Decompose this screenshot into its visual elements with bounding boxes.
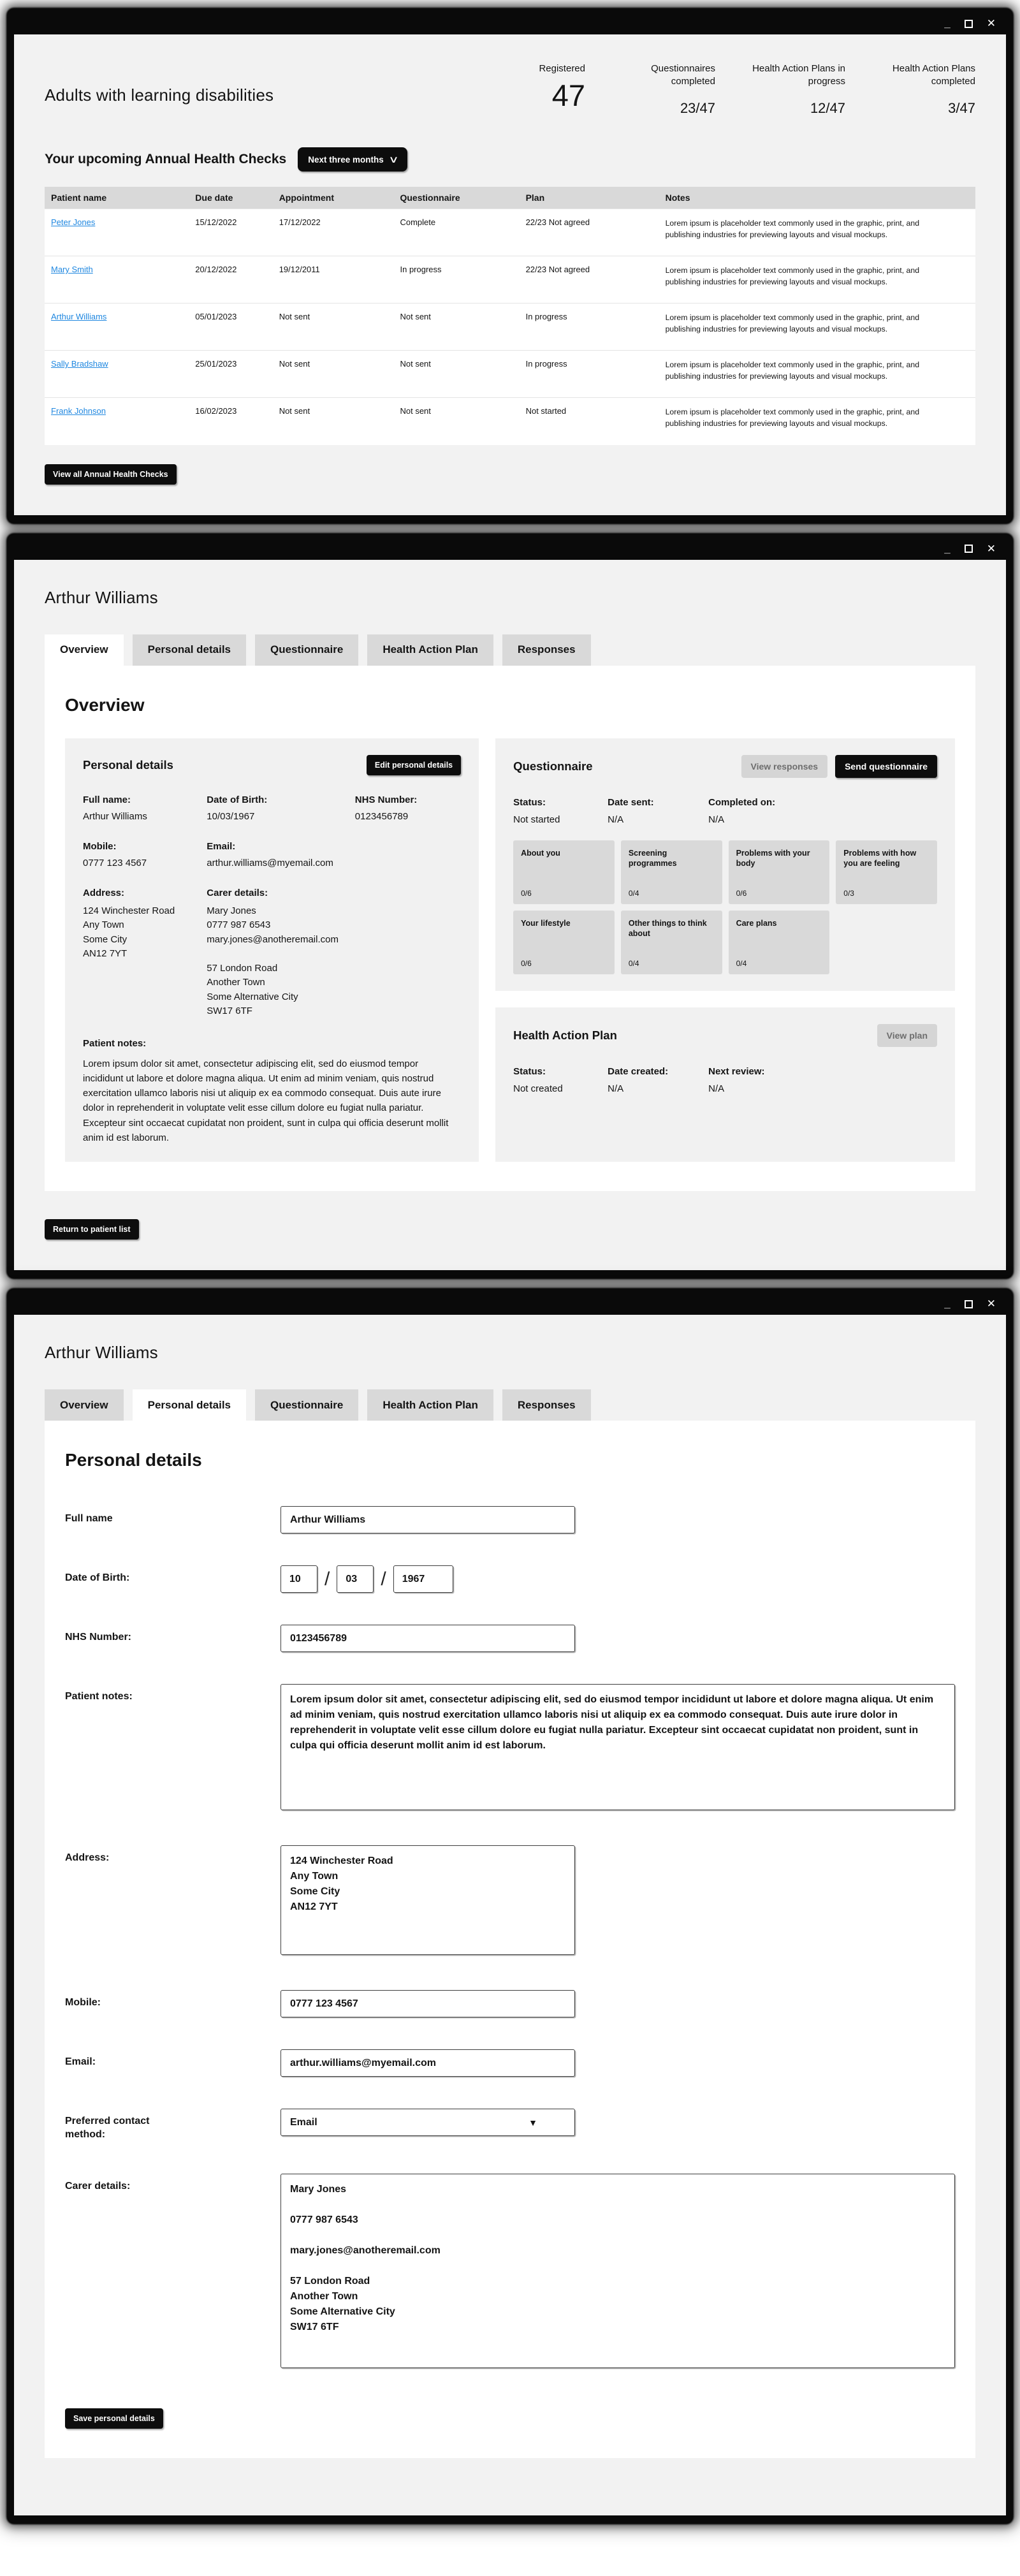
return-to-patient-list-button[interactable]: Return to patient list (45, 1219, 139, 1240)
col-due-date: Due date (189, 187, 272, 209)
mobile-value: 0777 123 4567 (83, 857, 147, 868)
chevron-down-icon: ∨ (388, 154, 399, 165)
col-questionnaire: Questionnaire (393, 187, 519, 209)
notes-cell: Lorem ipsum is placeholder text commonly used in the graphic, print, and publishing industries for previewing layouts and visual mockups. (659, 256, 975, 304)
patient-notes-label: Patient notes: (65, 1691, 133, 1702)
tab-overview[interactable]: Overview (45, 1389, 124, 1421)
filter-button-label: Next three months (308, 154, 384, 165)
edit-personal-details-button[interactable]: Edit personal details (367, 755, 461, 775)
view-plan-button[interactable]: View plan (877, 1024, 937, 1047)
personal-details-panel (45, 1421, 975, 2458)
tile-progress: 0/6 (521, 888, 532, 898)
plan-cell: Not started (520, 398, 659, 445)
col-patient-name: Patient name (45, 187, 189, 209)
stat-value: 47 (551, 78, 585, 112)
email-field: Email: arthur.williams@myemail.com (207, 841, 461, 868)
mobile-input[interactable] (280, 1990, 575, 2017)
col-notes: Notes (659, 187, 975, 209)
notes-cell: Lorem ipsum is placeholder text commonly used in the graphic, print, and publishing industries for previewing layouts and visual mockups. (659, 209, 975, 256)
window-body (14, 560, 1006, 1271)
tile-your-lifestyle[interactable]: Your lifestyle 0/6 (513, 911, 615, 974)
patient-notes-field: Patient notes: Lorem ipsum dolor sit amet, consectetur adipiscing elit, sed do eiusmod tempor incididunt ut labore et dolore magna aliqua. Ut enim ad minim veniam, quis nostrud exercitation ullamco laboris nisi ut aliquip ex ea commodo consequat. Duis aute irure dolor in reprehenderit in voluptate velit esse cillum dolore eu fugiat nulla pariatur. Excepteur sint occaecat cupidatat non proident, sunt in culpa qui officia deserunt mollit anim id est laborum. (83, 1038, 461, 1146)
questionnaire-cell: Not sent (393, 304, 519, 351)
completed-on-value: N/A (708, 814, 725, 825)
plan-cell: 22/23 Not agreed (520, 209, 659, 256)
due-date-cell: 25/01/2023 (189, 351, 272, 398)
next-review-value: N/A (708, 1083, 725, 1094)
health-action-plan-card (495, 1007, 955, 1162)
email-input[interactable] (280, 2049, 575, 2077)
tile-other-things[interactable]: Other things to think about 0/4 (621, 911, 722, 974)
table-row (45, 398, 975, 445)
window-personal-details-form (8, 1289, 1012, 2523)
tile-progress: 0/3 (843, 888, 854, 898)
questionnaire-status: Status: Not started (513, 797, 608, 825)
dob-field: Date of Birth: 10/03/1967 (207, 794, 350, 822)
nhs-number-value: 0123456789 (354, 810, 409, 822)
patient-link[interactable]: Sally Bradshaw (51, 359, 108, 369)
questionnaire-cell: Complete (393, 209, 519, 256)
dob-separator: / (324, 1568, 330, 1590)
table-row (45, 256, 975, 304)
overview-panel (45, 666, 975, 1192)
col-plan: Plan (520, 187, 659, 209)
status-value: Not started (513, 814, 560, 825)
questionnaire-sections (513, 840, 937, 974)
plan-cell: In progress (520, 351, 659, 398)
patient-link[interactable]: Arthur Williams (51, 312, 107, 321)
tile-progress: 0/4 (628, 888, 639, 898)
date-created: Date created: N/A (608, 1066, 708, 1094)
col-appointment: Appointment (273, 187, 394, 209)
stat-registered (539, 62, 585, 117)
plan-cell: In progress (520, 304, 659, 351)
dropdown-arrow-icon: ▼ (528, 2117, 537, 2128)
patient-notes-value: Lorem ipsum dolor sit amet, consectetur adipiscing elit, sed do eiusmod tempor incididunt ut labore et dolore magna aliqua. Ut enim ad minim veniam, quis nostrud exercitation ullamco laboris nisi ut aliquip ex ea commodo consequat. Duis aute irure dolor in reprehenderit in voluptate velit esse cillum dolore eu fugiat nulla pariatur. Excepteur sint occaecat cupidatat non proident, sunt in culpa qui officia deserunt mollit anim id est laborum. (83, 1058, 449, 1143)
stat-value: 3/47 (948, 100, 975, 116)
notes-cell: Lorem ipsum is placeholder text commonly used in the graphic, print, and publishing industries for previewing layouts and visual mockups. (659, 398, 975, 445)
card-title: Personal details (83, 757, 173, 772)
stat-label: Questionnaires completed (651, 63, 715, 87)
carer-details-textarea[interactable] (280, 2174, 955, 2368)
appointment-cell: 19/12/2011 (273, 256, 394, 304)
date-range-filter-button[interactable] (298, 147, 407, 172)
due-date-cell: 05/01/2023 (189, 304, 272, 351)
close-button[interactable]: ✕ (986, 1298, 996, 1310)
titlebar (14, 13, 1006, 34)
due-date-cell: 16/02/2023 (189, 398, 272, 445)
preferred-contact-select[interactable] (280, 2109, 575, 2136)
stat-plans-completed (873, 62, 975, 117)
stats-row (539, 62, 975, 117)
save-personal-details-button[interactable]: Save personal details (65, 2408, 163, 2429)
stat-label: Health Action Plans completed (892, 63, 975, 87)
dob-year-input[interactable] (393, 1565, 453, 1593)
full-name-value: Arthur Williams (83, 810, 147, 822)
tab-responses[interactable]: Responses (502, 1389, 591, 1421)
next-review: Next review: N/A (708, 1066, 937, 1094)
personal-details-card (65, 738, 479, 1162)
page-title: Adults with learning disabilities (45, 85, 274, 105)
tile-problems-feeling[interactable]: Problems with how you are feeling 0/3 (836, 840, 937, 904)
tab-questionnaire[interactable]: Questionnaire (255, 1389, 358, 1421)
completed-on: Completed on: N/A (708, 797, 937, 825)
questionnaire-cell: Not sent (393, 398, 519, 445)
tile-progress: 0/6 (736, 888, 747, 898)
close-button[interactable]: ✕ (986, 542, 996, 555)
minimize-button[interactable]: _ (944, 1298, 951, 1310)
tile-progress: 0/6 (521, 958, 532, 968)
stat-label: Registered (539, 63, 585, 74)
panel-heading: Overview (65, 694, 145, 715)
questionnaire-card (495, 738, 955, 991)
table-row (45, 351, 975, 398)
nhs-number-field: NHS Number: 0123456789 (355, 794, 461, 822)
tile-progress: 0/4 (628, 958, 639, 968)
maximize-button[interactable] (965, 1300, 973, 1308)
panel-heading: Personal details (65, 1450, 202, 1470)
notes-cell: Lorem ipsum is placeholder text commonly used in the graphic, print, and publishing industries for previewing layouts and visual mockups. (659, 351, 975, 398)
tab-bar (45, 1389, 975, 1421)
appointment-cell: Not sent (273, 304, 394, 351)
patient-link[interactable]: Mary Smith (51, 265, 93, 274)
section-title: Your upcoming Annual Health Checks (45, 152, 287, 166)
minimize-button[interactable]: _ (944, 17, 951, 29)
appointment-cell: 17/12/2022 (273, 209, 394, 256)
due-date-cell: 20/12/2022 (189, 256, 272, 304)
nhs-number-label: NHS Number: (65, 1632, 132, 1643)
tab-personal-details[interactable]: Personal details (133, 634, 246, 666)
tab-responses[interactable]: Responses (502, 634, 591, 666)
carer-details-value: Mary Jones 0777 987 6543 mary.jones@anotheremail.com 57 London Road Another Town Some Alternative City SW17 6TF (207, 905, 339, 1016)
dob-month-input[interactable] (337, 1565, 374, 1593)
appointment-cell: Not sent (273, 398, 394, 445)
email-label: Email: (65, 2056, 96, 2067)
maximize-button[interactable] (965, 20, 973, 28)
dob-value: 10/03/1967 (207, 810, 255, 822)
nhs-number-input[interactable] (280, 1625, 575, 1652)
titlebar (14, 1293, 1006, 1315)
notes-cell: Lorem ipsum is placeholder text commonly used in the graphic, print, and publishing industries for previewing layouts and visual mockups. (659, 304, 975, 351)
window-body (14, 1315, 1006, 2515)
address-field: Address: 124 Winchester Road Any Town Some City AN12 7YT (83, 888, 201, 1019)
stat-value: 23/47 (680, 100, 715, 116)
preferred-contact-label: Preferred contact method: (65, 2116, 150, 2140)
tab-health-action-plan[interactable]: Health Action Plan (367, 634, 493, 666)
dob-day-input[interactable] (280, 1565, 317, 1593)
plan-status-value: Not created (513, 1083, 563, 1094)
annual-health-checks-table (45, 187, 975, 445)
appointment-cell: Not sent (273, 351, 394, 398)
table-row (45, 304, 975, 351)
send-questionnaire-button[interactable]: Send questionnaire (835, 755, 937, 778)
address-value: 124 Winchester Road Any Town Some City AN12 7YT (83, 905, 175, 959)
stat-value: 12/47 (810, 100, 845, 116)
questionnaire-cell: In progress (393, 256, 519, 304)
tile-about-you[interactable]: About you 0/6 (513, 840, 615, 904)
plan-status: Status: Not created (513, 1066, 608, 1094)
selected-option: Email (290, 2116, 317, 2128)
plan-cell: 22/23 Not agreed (520, 256, 659, 304)
table-header-row (45, 187, 975, 209)
date-sent-value: N/A (608, 814, 624, 825)
register-header (45, 62, 975, 117)
tile-progress: 0/4 (736, 958, 747, 968)
window-patient-register (8, 9, 1012, 523)
patient-notes-textarea[interactable] (280, 1684, 955, 1810)
tab-overview[interactable]: Overview (45, 634, 124, 666)
due-date-cell: 15/12/2022 (189, 209, 272, 256)
full-name-label: Full name (65, 1513, 113, 1524)
minimize-button[interactable]: _ (944, 542, 951, 555)
view-responses-button[interactable]: View responses (741, 755, 828, 778)
card-title: Health Action Plan (513, 1028, 617, 1042)
tab-bar (45, 634, 975, 666)
date-created-value: N/A (608, 1083, 624, 1094)
maximize-button[interactable] (965, 545, 973, 553)
patient-name-title: Arthur Williams (45, 1343, 158, 1362)
carer-details-field: Carer details: Mary Jones 0777 987 6543 mary.jones@anotheremail.com 57 London Road Another Town Some Alternative City SW17 6TF (207, 888, 461, 1019)
tab-personal-details[interactable]: Personal details (133, 1389, 246, 1421)
personal-details-form (65, 1506, 955, 2371)
full-name-field: Full name: Arthur Williams (83, 794, 201, 822)
patient-link[interactable]: Peter Jones (51, 217, 96, 227)
patient-name-title: Arthur Williams (45, 587, 158, 607)
address-textarea[interactable] (280, 1845, 575, 1955)
mobile-field: Mobile: 0777 123 4567 (83, 841, 201, 868)
stat-plans-in-progress (743, 62, 845, 117)
tile-screening-programmes[interactable]: Screening programmes 0/4 (621, 840, 722, 904)
stat-label: Health Action Plans in progress (752, 63, 845, 87)
close-button[interactable]: ✕ (986, 17, 996, 29)
tab-questionnaire[interactable]: Questionnaire (255, 634, 358, 666)
questionnaire-cell: Not sent (393, 351, 519, 398)
dob-label: Date of Birth: (65, 1572, 130, 1583)
date-sent: Date sent: N/A (608, 797, 708, 825)
tile-problems-body[interactable]: Problems with your body 0/6 (729, 840, 830, 904)
view-all-health-checks-button[interactable]: View all Annual Health Checks (45, 464, 177, 485)
carer-details-label: Carer details: (65, 2180, 131, 2192)
window-patient-overview (8, 534, 1012, 1278)
titlebar (14, 538, 1006, 560)
section-row (45, 147, 975, 172)
stat-questionnaires-completed (613, 62, 715, 117)
full-name-input[interactable] (280, 1506, 575, 1533)
window-body (14, 34, 1006, 515)
tab-health-action-plan[interactable]: Health Action Plan (367, 1389, 493, 1421)
mobile-label: Mobile: (65, 1997, 101, 2008)
tile-care-plans[interactable]: Care plans 0/4 (729, 911, 830, 974)
patient-link[interactable]: Frank Johnson (51, 406, 106, 416)
address-label: Address: (65, 1852, 110, 1863)
card-title: Questionnaire (513, 759, 593, 773)
email-value: arthur.williams@myemail.com (207, 857, 333, 868)
dob-separator: / (381, 1568, 386, 1590)
table-row (45, 209, 975, 256)
